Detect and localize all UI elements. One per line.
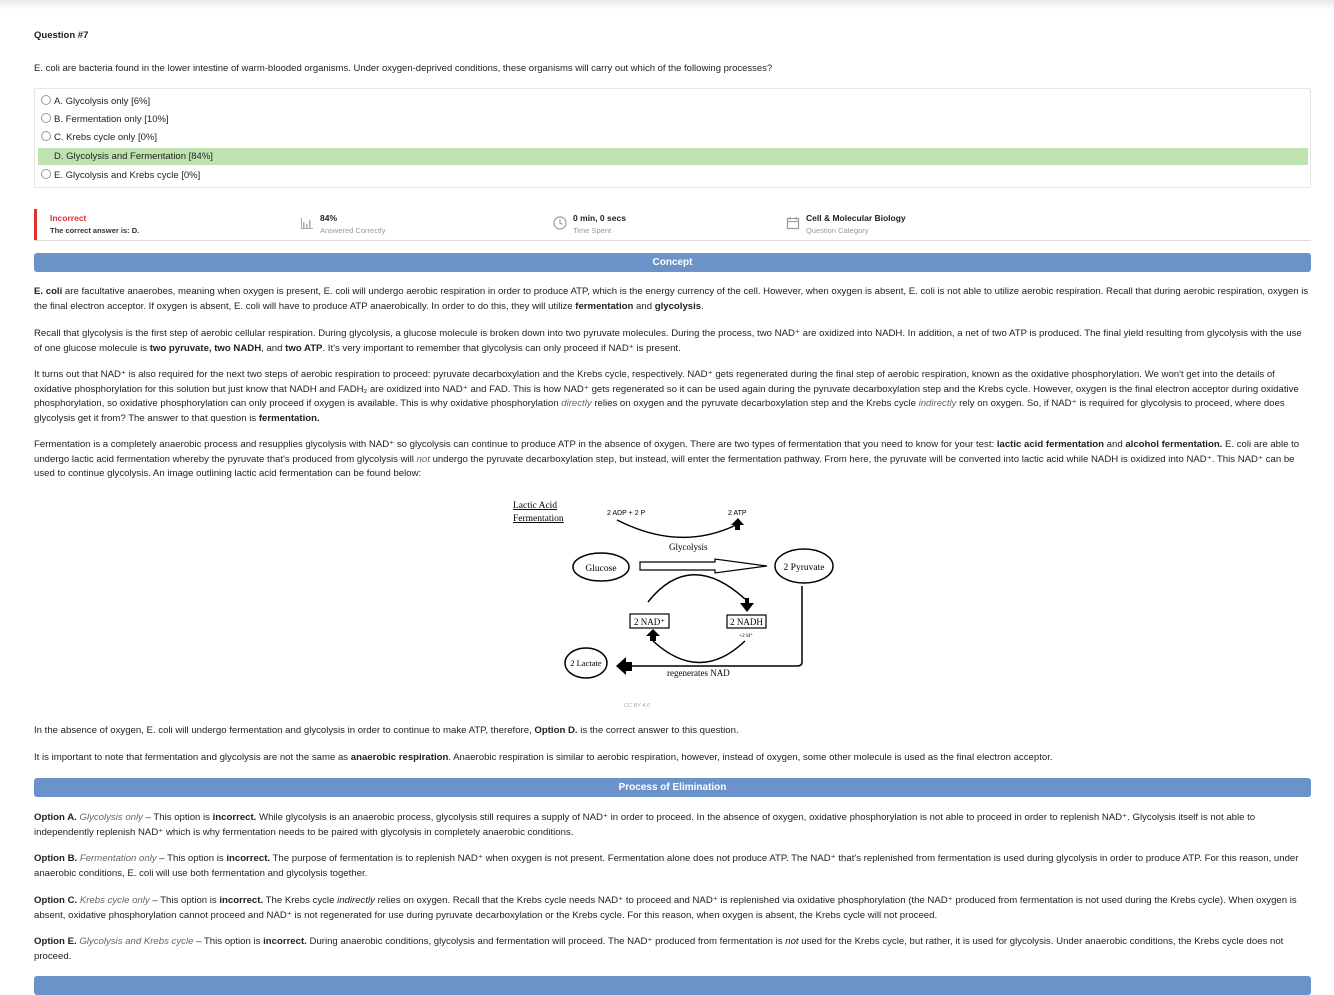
nadh-arc: [648, 575, 745, 602]
choice-c[interactable]: [38, 129, 1309, 146]
concept-paragraph-1: E. coli are facultative anaerobes, meaning when oxygen is present, E. coli will undergo aerobic respiration in order to produce ATP, which is the energy currency of the cell. However, when oxygen is absent, E. coli is not able to utilize aerobic respiration. Recall that during aerobic respiration, oxygen is the final electron acceptor. If oxygen is absent, E. coli will have to produce ATP anaerobically. In order to do this, they will utilize fermentation and glycolysis.: [34, 286, 1309, 312]
radio-icon[interactable]: [41, 95, 51, 105]
choice-b[interactable]: [38, 111, 1309, 128]
elimination-option-e: Option E. Glycolysis and Krebs cycle – This option is incorrect. During anaerobic conditions, glycolysis and fermentation will proceed. The NAD⁺ produced from fermentation is not used for the Krebs cycle, but rather, it is used for glycolysis. Under anaerobic conditions, the Krebs cycle does not proceed.: [34, 936, 1284, 962]
calendar-icon: [786, 216, 800, 230]
concept-paragraph-3: It turns out that NAD⁺ is also required for the next two steps of aerobic respiration to proceed: pyruvate decarboxylation and the Krebs cycle, respectively. NAD⁺ gets regenerated during the final step of aerobic respiration, known as the oxidative phosphorylation. We won't get into the details of oxidative phosphorylation for this solution but just know that NADH and FADH₂ are oxidized into NAD⁺ and FAD. This is how NAD⁺ gets regenerated so it can be used again during the pyruvate decarboxylation step and the Krebs cycle. However, oxygen is the final electron acceptor during oxidative phosphorylation, so oxidative phosphorylation can only proceed if oxygen is available. This is why oxidative phosphorylation directly relies on oxygen and the pyruvate decarboxylation step and the Krebs cycle indirectly rely on oxygen. So, if NAD⁺ is required for glycolysis to proceed, where does glycolysis get it from? The answer to that question is fermentation.: [34, 369, 1299, 424]
percent-value: 84%: [320, 213, 338, 223]
correct-answer-text: The correct answer is: D.: [50, 226, 140, 235]
choice-d[interactable]: [38, 148, 1308, 165]
diagram-title-2: Fermentation: [513, 514, 564, 524]
lactate-label: 2 Lactate: [570, 658, 602, 668]
concept-paragraph-6: It is important to note that fermentation and glycolysis are not the same as anaerobic respiration. Anaerobic respiration is similar to aerobic respiration, however, instead of oxygen, some other molecule is used as the final electron acceptor.: [34, 752, 1053, 763]
choice-label: C. Krebs cycle only [0%]: [54, 132, 157, 143]
lactate-arrow: [616, 657, 632, 675]
glycolysis-label: Glycolysis: [669, 542, 708, 552]
category-stat: [806, 213, 906, 235]
concept-paragraph-2: Recall that glycolysis is the first step of aerobic cellular respiration. During glycolysis, a glucose molecule is broken down into two pyruvate molecules. During the process, two NAD⁺ are oxidized into NADH. In addition, a net of two ATP is produced. The final yield resulting from glycolysis with the use of one glucose molecule is two pyruvate, two NADH, and two ATP. It's very important to remember that glycolysis can only proceed if NAD⁺ is present.: [34, 328, 1302, 354]
result-stats: [34, 208, 1311, 241]
time-value: 0 min, 0 secs: [573, 213, 626, 223]
nad-arc: [653, 641, 745, 663]
adp-label: 2 ADP + 2 P: [607, 510, 646, 517]
choice-label: D. Glycolysis and Fermentation [84%]: [54, 151, 213, 162]
concept-banner: Concept: [34, 253, 1311, 272]
video-solution-banner: [34, 976, 1311, 995]
concept-paragraph-4: Fermentation is a completely anaerobic process and resupplies glycolysis with NAD⁺ so glycolysis can continue to produce ATP in the absence of oxygen. There are two types of fermentation that you need to know for your test: lactic acid fermentation and alcohol fermentation. E. coli are able to undergo lactic acid fermentation whereby the pyruvate that's produced from glycolysis will not undergo the pyruvate decarboxylation step, but instead, will enter the fermentation pathway. From here, the pyruvate will be converted into lactic acid while NADH is oxidized into NAD⁺. This NAD⁺ can be used to continue glycolysis. An image outlining lactic acid fermentation can be found below:: [34, 439, 1300, 480]
question-stem: E. coli are bacteria found in the lower intestine of warm-blooded organisms. Under oxygen-deprived conditions, these organisms will carry out which of the following processes?: [34, 63, 773, 74]
glucose-label: Glucose: [585, 564, 617, 574]
choice-e[interactable]: [38, 167, 1309, 184]
choice-label: B. Fermentation only [10%]: [54, 114, 169, 125]
lactic-acid-fermentation-diagram: [505, 494, 845, 694]
nad-arrow: [646, 629, 660, 641]
nadh-label: 2 NADH: [730, 617, 763, 627]
category-value: Cell & Molecular Biology: [806, 213, 906, 223]
atp-arc: [617, 520, 736, 537]
regenerates-label: regenerates NAD: [667, 668, 730, 678]
elimination-option-a: Option A. Glycolysis only – This option is incorrect. While glycolysis is an anaerobic process, glycolysis still requires a supply of NAD⁺ in order to proceed. In the absence of oxygen, oxidative phosphorylation is not able to proceed in order to replenish NAD⁺. Glycolysis itself is not able to independently replenish NAD⁺ which is why fermentation needs to be paired with glycolysis in completely anaerobic conditions.: [34, 812, 1256, 838]
elimination-banner: Process of Elimination: [34, 778, 1311, 797]
result-stat: [50, 213, 139, 235]
atp-arrow: [731, 518, 744, 530]
answer-choices: [34, 88, 1311, 188]
clock-icon: [553, 216, 567, 230]
atp-label: 2 ATP: [728, 510, 747, 517]
radio-icon[interactable]: [41, 169, 51, 179]
result-label: Incorrect: [50, 213, 87, 223]
choice-label: E. Glycolysis and Krebs cycle [0%]: [54, 170, 201, 181]
radio-icon[interactable]: [41, 113, 51, 123]
time-stat: [573, 213, 626, 235]
elimination-option-c: Option C. Krebs cycle only – This option is incorrect. The Krebs cycle indirectly relies on oxygen. Recall that the Krebs cycle needs NAD⁺ to proceed and NAD⁺ is replenished via oxidative phosphorylation (the NAD⁺ produced from fermentation is not used during the Krebs cycle). When oxygen is absent, oxidative phosphorylation cannot proceed and NAD⁺ is not regenerated for use during pyruvate decarboxylation or the Krebs cycle. For this reason, when oxygen is absent, the Krebs cycle will not proceed.: [34, 895, 1297, 921]
time-label: Time Spent: [573, 226, 612, 235]
elimination-option-b: Option B. Fermentation only – This option is incorrect. The purpose of fermentation is to replenish NAD⁺ when oxygen is not present. Fermentation alone does not produce ATP. The NAD⁺ that's replenished from fermentation is used during glycolysis in order to produce ATP. For this reason, under anaerobic conditions, E. coli will use both fermentation and glycolysis together.: [34, 853, 1299, 879]
percent-stat: [320, 213, 385, 235]
nadh-arrow: [740, 598, 754, 612]
category-label: Question Category: [806, 226, 869, 235]
h-label: +2 H⁺: [738, 633, 754, 639]
radio-icon[interactable]: [41, 131, 51, 141]
nad-label: 2 NAD⁺: [634, 617, 665, 627]
choice-label: A. Glycolysis only [6%]: [54, 96, 151, 107]
choice-a[interactable]: [38, 93, 1309, 110]
diagram-title-1: Lactic Acid: [513, 501, 558, 511]
top-shadow: [0, 0, 1334, 10]
bar-chart-icon: [300, 216, 314, 230]
percent-label: Answered Correctly: [320, 226, 386, 235]
glycolysis-arrow: [640, 559, 767, 573]
question-title: Question #7: [34, 30, 89, 41]
concept-paragraph-5: In the absence of oxygen, E. coli will undergo fermentation and glycolysis in order to continue to make ATP, therefore, Option D. is the correct answer to this question.: [34, 725, 739, 736]
pyruvate-label: 2 Pyruvate: [783, 563, 825, 573]
incorrect-indicator: [34, 209, 37, 240]
image-credit: CC BY 4.0: [624, 703, 650, 709]
